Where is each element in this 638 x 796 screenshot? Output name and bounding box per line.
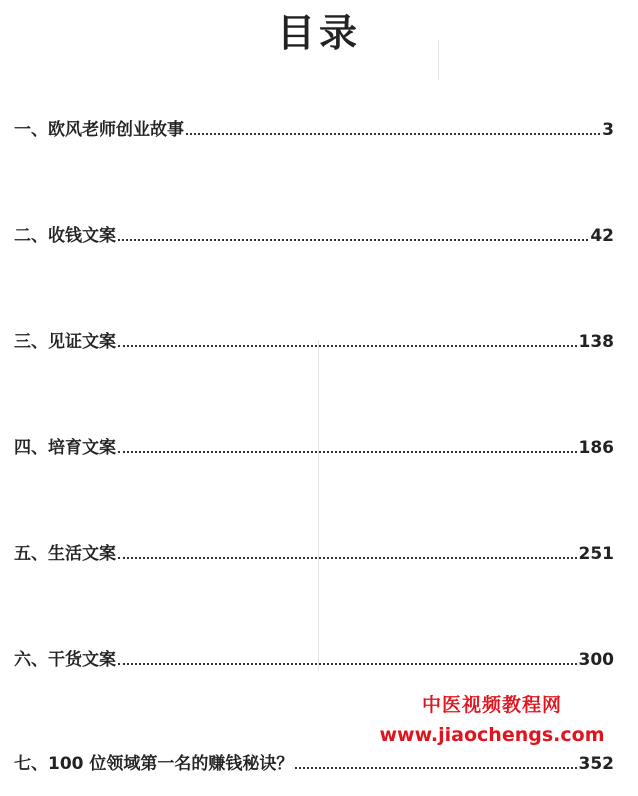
toc-page-number: 251 (578, 544, 614, 564)
toc-dot-leader (295, 767, 576, 769)
toc-entry-label: 五、生活文案 (14, 544, 116, 564)
toc-entry[interactable] (14, 328, 614, 352)
toc-entry-label: 七、100 位领域第一名的赚钱秘诀？ (14, 754, 294, 774)
toc-entry[interactable] (14, 750, 614, 774)
toc-page-number: 42 (590, 226, 614, 246)
toc-dot-leader (118, 663, 577, 665)
site-watermark (362, 690, 622, 750)
toc-entry-label: 四、培育文案 (14, 438, 116, 458)
watermark-site-name: 中医视频教程网 (421, 694, 562, 716)
toc-entry-label: 三、见证文案 (14, 332, 116, 352)
toc-entry[interactable] (14, 116, 614, 140)
toc-entry[interactable] (14, 222, 614, 246)
toc-dot-leader (118, 239, 588, 241)
toc-dot-leader (118, 451, 577, 453)
scan-artifact-line (438, 40, 439, 80)
toc-page-number: 3 (602, 120, 614, 140)
toc-dot-leader (186, 133, 600, 135)
toc-entry-label: 六、干货文案 (14, 650, 116, 670)
toc-entry[interactable] (14, 434, 614, 458)
toc-page-number: 138 (578, 332, 614, 352)
toc-entry[interactable] (14, 646, 614, 670)
toc-page-number: 300 (578, 650, 614, 670)
toc-dot-leader (118, 345, 577, 347)
watermark-url: www.jiaochengs.com (379, 724, 605, 746)
toc-page-number: 186 (578, 438, 614, 458)
page-title: 目录 (276, 11, 361, 55)
toc-entry-label: 一、欧风老师创业故事 (14, 120, 184, 140)
toc-entry[interactable] (14, 540, 614, 564)
scan-artifact-line (318, 340, 319, 670)
toc-dot-leader (118, 557, 577, 559)
toc-entry-label: 二、收钱文案 (14, 226, 116, 246)
toc-page-number: 352 (578, 754, 614, 774)
